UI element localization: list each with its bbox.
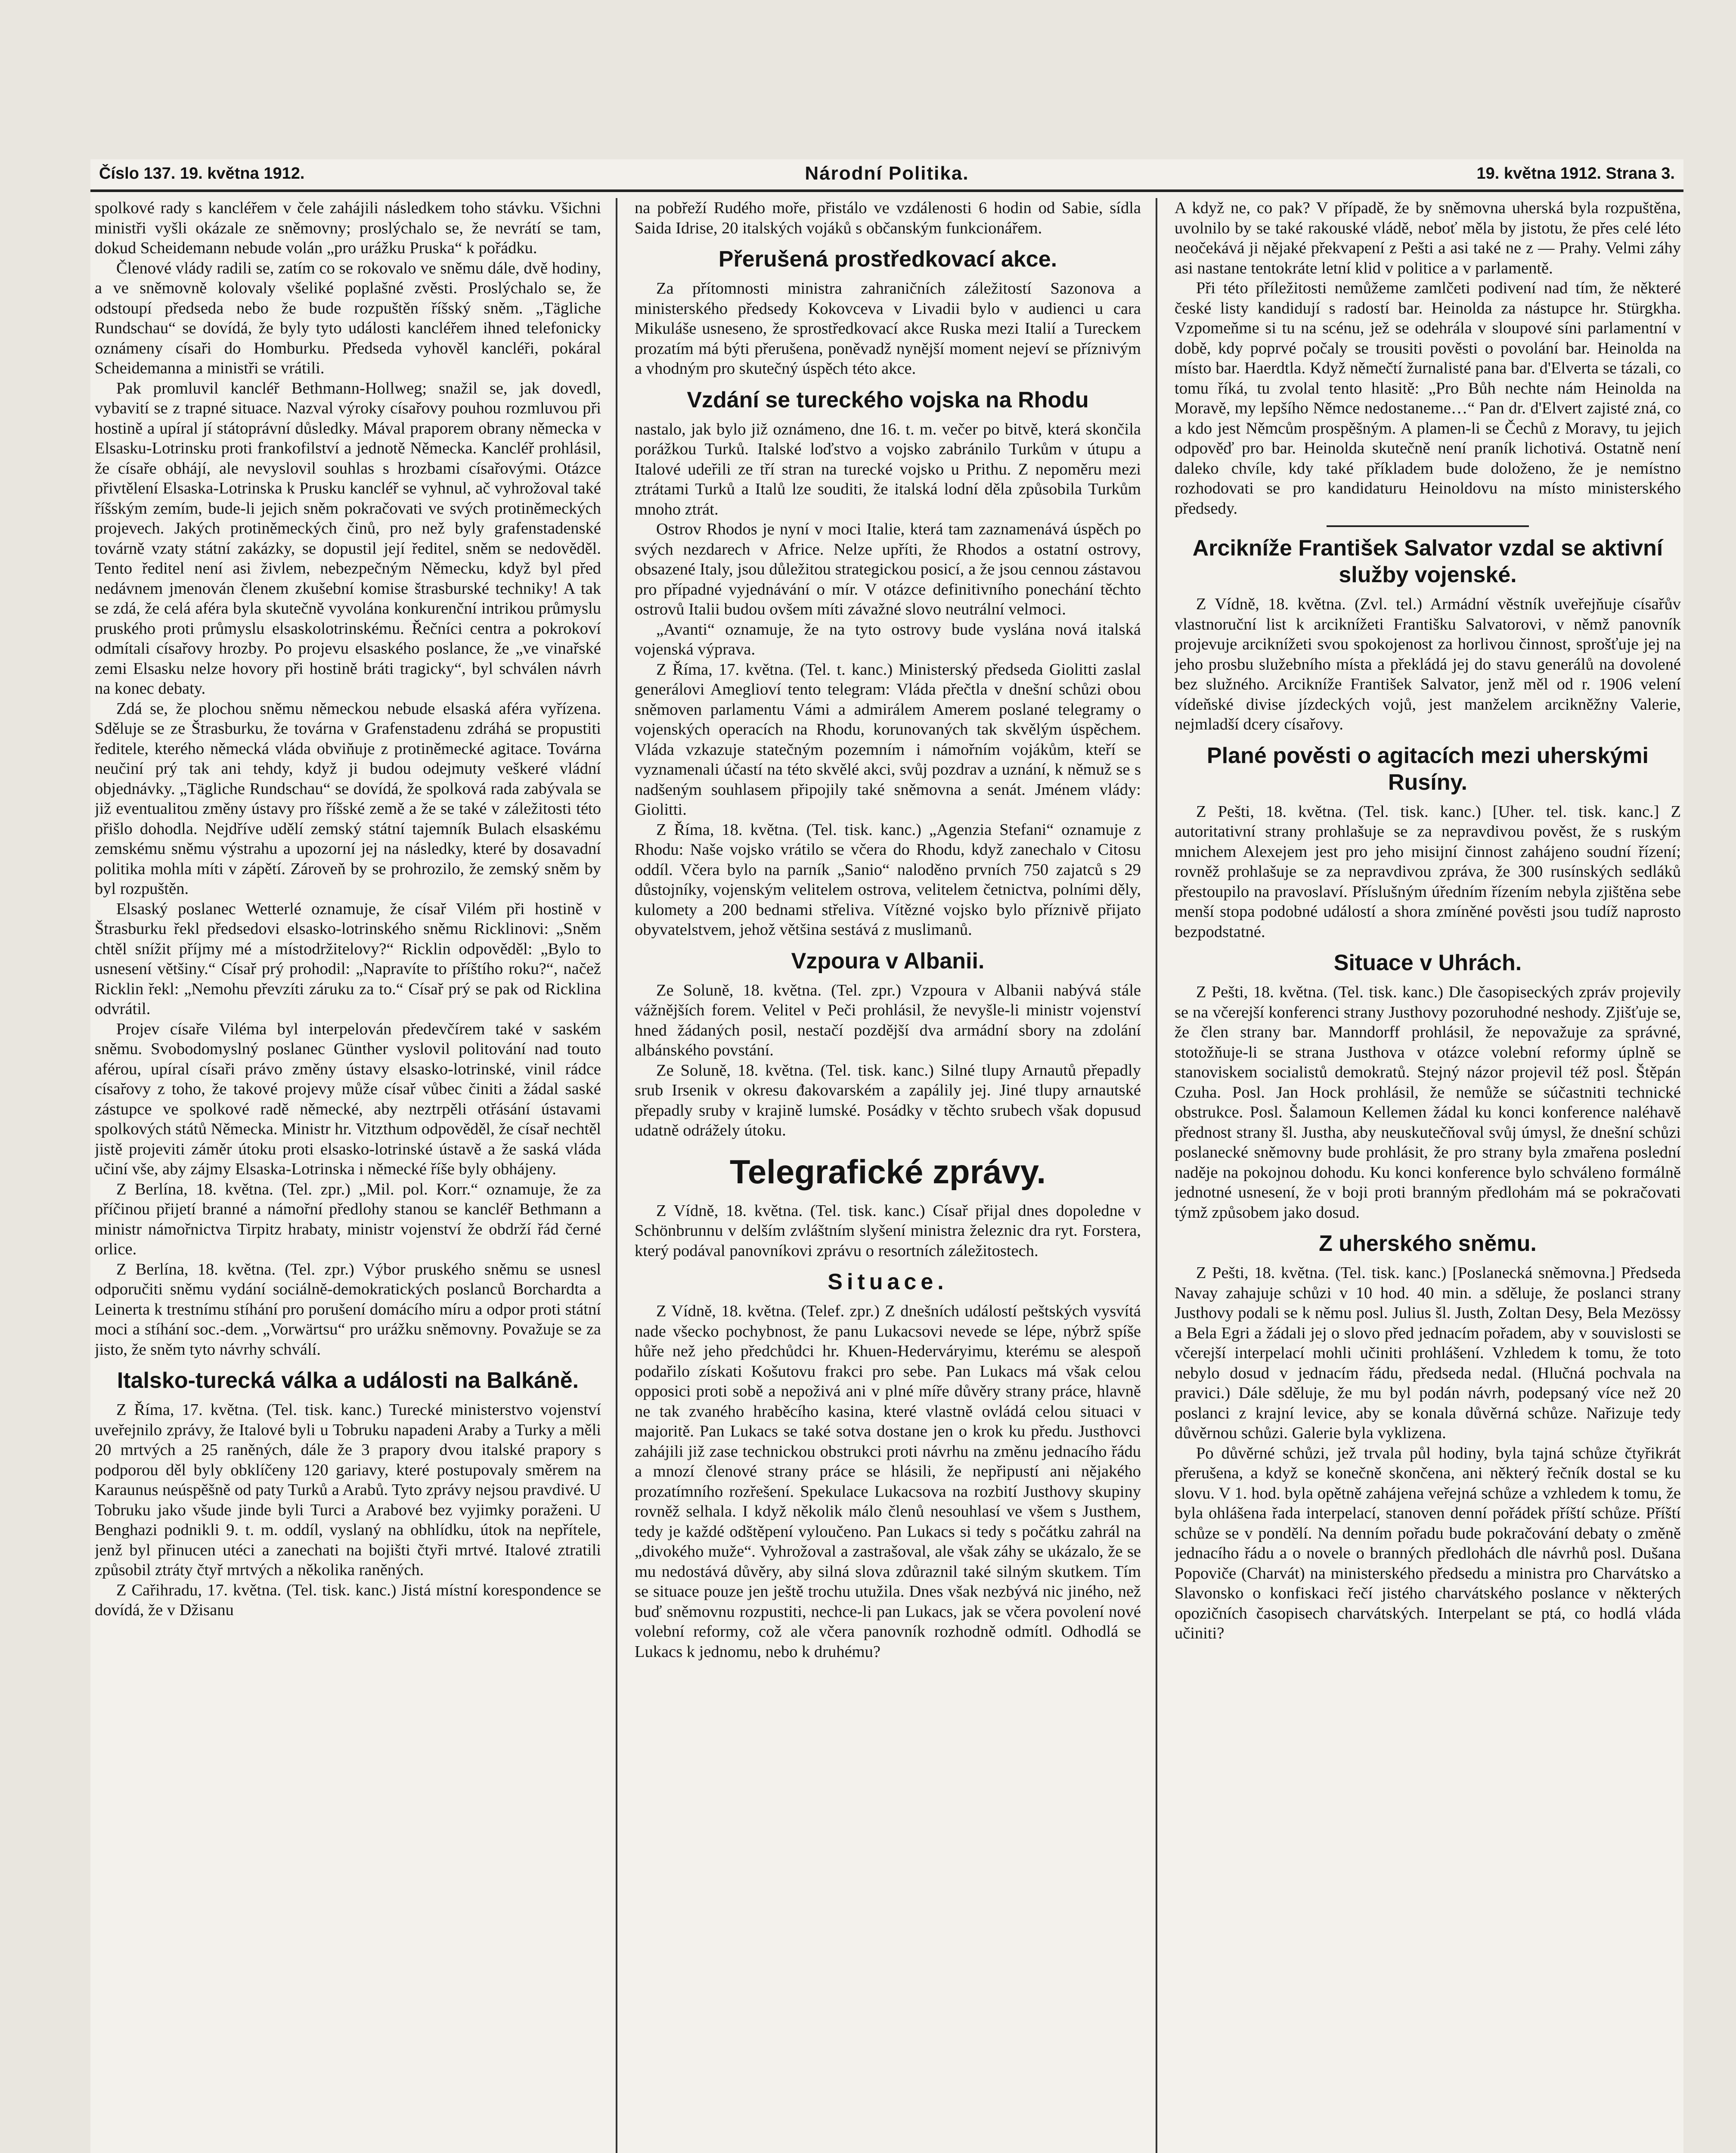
paragraph: Elsaský poslanec Wetterlé oznamuje, že císař Vilém při hostině v Štrasburku řekl předsedovi elsasko-lotrinského sněmu Ricklinovi: „Sněm chtěl snížit příjmy mé a místodržitelovy?“ Ricklin odpověděl: „Bylo to usnesení většiny.“ Císař prý prohodil: „Napravíte to příštího roku?“, načež Ricklin řekl: „Nemohu převzíti záruku za to.“ Císař prý se pak od Ricklina odvrátil. — [95, 900, 601, 1018]
section-heading: Telegrafické zprávy. — [729, 1152, 1046, 1191]
section-heading: Arcikníže František Salvator vzdal se aktivní služby vojenské. — [1192, 536, 1663, 587]
paragraph: Ostrov Rhodos je nyní v moci Italie, která tam zaznamenává úspěch po svých nezdarech v Africe. Nelze upříti, že Rhodos a ostatní ostrovy, obsazené Italy, jsou důležitou strategickou posicí, a že jsou cennou zástavou pro případné vyjednávání o mír. V otázce definitivního ponechání těchto ostrovů Italii budou ovšem míti závažné slovo neutrální velmoci. — [635, 520, 1141, 618]
paragraph: Ze Soluně, 18. května. (Tel. tisk. kanc.) Silné tlupy Arnautů přepadly srub Irsenik v okresu đakovarském a zapálily jej. Jiné tlupy arnautské přepadly sruby v krajině lumské. Posádky v těchto srubech však dopusud udatně odrážely útoku. — [635, 1061, 1141, 1139]
paragraph: Z Berlína, 18. května. (Tel. zpr.) „Mil. pol. Korr.“ oznamuje, že za příčinou přijetí branné a námořní předlohy stanou se kancléř Bethmann a ministr námořnictva Tirpitz hrabaty, ministr vojenství že obdrží řád černé orlice. — [95, 1180, 601, 1258]
column-rule — [1156, 198, 1157, 2153]
section-heading: Přerušená prostředkovací akce. — [718, 247, 1057, 272]
section-heading: Vzpoura v Albanii. — [791, 948, 985, 974]
column-rule — [616, 198, 617, 2153]
column-1 — [95, 198, 601, 2153]
paragraph: Z Říma, 18. května. (Tel. tisk. kanc.) „Agenzia Stefani“ oznamuje z Rhodu: Naše vojsko vrátilo se včera do Rhodu, když zanechalo v Citosu oddíl. Včera bylo na parník „Sanio“ naloděno prvních 750 zajatců s 29 důstojníky, vojenským velitelem ostrova, velitelem četnictva, polními děly, kulomety a 200 bednami střeliva. Vítězné vojsko bylo příznivě přijato obyvatelstvem, jehož většina sestává z muslimanů. — [635, 820, 1141, 939]
paragraph: Z Pešti, 18. května. (Tel. tisk. kanc.) [Uher. tel. tisk. kanc.] Z autoritativní strany prohlašuje se za nepravdivou pověst, že s ruským mnichem Alexejem jest pro jeho misijní činnost zahájeno soudní řízení; rovněž prohlašuje se za nepravdivou zpráva, že 300 rusínských sedláků přestoupilo na pravoslaví. Příslušným úředním řízením nebyla zjištěna sebe menší stopa podobné událostí a shora zmíněné pověsti jsou tudíž naprosto bezpodstatné. — [1175, 802, 1681, 941]
paragraph: Z Vídně, 18. května. (Zvl. tel.) Armádní věstník uveřejňuje císařův vlastnoruční list k arciknížeti Františku Salvatorovi, v němž panovník projevuje arciknížeti svou spokojenost za horlivou činnost, sprošťuje jej na jeho prosbu služebního místa a překládá jej do stavu generálů na dovolené bez služného. Arcikníže František Salvator, jenž měl od r. 1906 velení vídeňské divise jízdeckých vojů, jest manželem arcikněžny Valerie, nejmladší dcery císařovy. — [1175, 595, 1681, 733]
paragraph: nastalo, jak bylo již oznámeno, dne 16. t. m. večer po bitvě, která skončila porážkou Turků. Italské loďstvo a vojsko zabránilo Turkům v útupu a Italové udeřili ze tří stran na turecké vojsko u Prithu. Z nepoměru mezi ztrátami Turků a Italů lze souditi, že italská lodní děla způsobila Turkům mnoho ztrát. — [635, 420, 1141, 518]
paragraph: na pobřeží Rudého moře, přistálo ve vzdálenosti 6 hodin od Sabie, sídla Saida Idrise, 20 italských vojáků s občanským funkcionářem. — [635, 199, 1141, 237]
section-heading: Plané pověsti o agitacích mezi uherskými Rusíny. — [1207, 743, 1649, 795]
paragraph: Z Vídně, 18. května. (Telef. zpr.) Z dnešních událostí peštských vysvítá nade všecko pochybnost, že panu Lukacsovi nevede se lépe, nýbrž spíše hůře než jeho předchůdci hr. Khuen-Hederváryimu, kterému se alespoň podařilo získati Košutovu frakci pro sebe. Pan Lukacs má však celou opposici proti sobě a nepoživá ani v plné míře důvěry strany práce, hlavně ne tak zvaného hraběcího kasina, které vlastně ovládá celou situaci v majoritě. Pan Lukacs se také sotva dostane jen o krok ku předu. Justhovci zahájili již zase technickou obstrukci proti návrhu na změnu jednacího řádu a mnozí členové strany práce se hlásili, že nepřipustí ani nějakého prozatímního rozřešení. Spekulace Lukacsova na rozbití Justhovy skupiny rovněž selhala. I když několik málo členů nesouhlasí ve všem s Justhem, tedy je každé odštěpení vyloučeno. Pan Lukacs si tedy s počátku zahrál na „divokého muže“. Vyhrožoval a zastrašoval, ale však záhy se ukázalo, že se mu nedostává důvěry, aby silná slova zdůraznil také silným skutkem. Tím se situace pouze jen ještě trochu utužila. Dnes však nezbývá nic jiného, než buď sněmovnu rozpustiti, nechce-li pan Lukacs, jak se včera povolení nové volební reformy, což ale včera panovník rozhodně odmítl. Odhodlá se Lukacs k jednomu, nebo k druhému? — [635, 1302, 1141, 1661]
masthead: Národní Politika. — [805, 163, 969, 184]
paragraph: Z Říma, 17. května. (Tel. t. kanc.) Ministerský předseda Giolitti zaslal generálovi Ameglioví tento telegram: Vláda přečtla v dnešní schůzi obou sněmoven parlamentu Vámi a admirálem Amerem poslané telegramy o vojenských operacích na Rhodu, korunovaných tak skvělým úspěchem. Vláda vzkazuje statečným pozemním i námořním vojákům, kteří se vyznamenali účastí na této skvělé akci, svůj pozdrav a uznání, k němuž se s nadšeným souhlasem připojily také sněmovna a senát. Jménem vlády: Giolitti. — [635, 660, 1141, 819]
paragraph: A když ne, co pak? V případě, že by sněmovna uherská byla rozpuštěna, uvolnilo by se také rakouské vládě, neboť měla by jistotu, že přes celé léto neočekává ji nějaké překvapení z Pešti a asi také ne z — Prahy. Velmi záhy asi nastane tentokráte letní klid v politice a v parlamentě. — [1175, 199, 1681, 277]
date-page: 19. května 1912. Strana 3. — [1476, 164, 1675, 183]
paragraph: „Avanti“ oznamuje, že na tyto ostrovy bude vyslána nová italská vojenská výprava. — [635, 620, 1141, 658]
paragraph: Ze Soluně, 18. května. (Tel. zpr.) Vzpoura v Albanii nabývá stále vážnějších forem. Velitel v Peči prohlásil, že nevyšle-li ministr vojenství hned žádaných posil, nestačí pozdější dva armádní sbory na zdolání albánského povstání. — [635, 981, 1141, 1059]
paragraph: spolkové rady s kancléřem v čele zahájili následkem toho stávku. Všichni ministři vyšli okázale ze sněmovny; proslýchalo se, že nevrátí se tam, dokud Scheidemann nebude volán „pro urážku Pruska“ k pořádku. — [95, 199, 601, 257]
paragraph: Zdá se, že plochou sněmu německou nebude elsaská aféra vyřízena. Sděluje se ze Štrasburku, že továrna v Grafenstadenu zdráhá se propustiti ředitele, kterého německá vláda obviňuje z protiněmecké agitace. Továrna neučiní prý tak ani tehdy, když ji budou odejmuty veškeré vládní objednávky. „Tägliche Rundschau“ se dovídá, že spolková rada zabývala se již eventualitou změny ústavy pro říšské země a že se také v záležitosti této přišlo dohodla. Nejdříve udělí zemský státní tajemník Bulach elsaskému zemskému sněmu výstrahu a upozorní jej na následky, které by dosavadní politika mohla míti v zápětí. Zároveň by se prohrozilo, že zemský sněm by byl rozpuštěn. — [95, 699, 601, 898]
section-heading: Z uherského sněmu. — [1319, 1231, 1537, 1256]
section-heading: Situace v Uhrách. — [1333, 950, 1522, 975]
paragraph: Z Berlína, 18. května. (Tel. zpr.) Výbor pruského sněmu se usnesl odporučiti sněmu vydání sociálně-demokratických poslanců Borchardta a Leinerta k trestnímu stíhání pro porušení domácího míru a odpor proti státní moci a stíhání soc.-dem. „Vorwärtsu“ pro urážku sněmovny. Považuje se za jisto, že sněm tyto návrhy schválí. — [95, 1260, 601, 1359]
column-3 — [1175, 198, 1681, 2153]
paragraph: Pak promluvil kancléř Bethmann-Hollweg; snažil se, jak dovedl, vybavití se z trapné situace. Nazval výroky císařovy pouhou rozmluvou při hostině a upíral jí státoprávní důsledky. Mával praporem obrany německa v Elsasku-Lotrinsku proti frankofilství a jednotě Německa. Kancléř prohlásil, že císaře obhájí, ale nevyslovil souhlas s hrozbami císařovými. Otázce přivtělení Elsaska-Lotrinska k Prusku kancléř se vyhnul, ač vyhrožoval také říšským zemím, bude-li jejich sněm pokračovati ve svých protiněmeckých projevech. Jakých protiněmeckých činů, pro než byly grafenstadenské továrně vzaty státní zakázky, se dopustil její ředitel, sněm se nedověděl. Tento ředitel není asi živlem, nebezpečným Německu, když byl před nedávnem jmenován členem zkušební komise štrasburské techniky! A tak se zdá, že celá aféra byla skutečně vyvolána konkurenční intrikou průmyslu pruského proti průmyslu elsaskolotrinskému. Řečníci centra a pokrokoví odmítali císařovy hrozby. Po projevu elsaského poslance, že „ve vinařské zemi Elsasku nelze hovory při hostině bráti tragicky“, byl schválen návrh na konec debaty. — [95, 379, 601, 698]
paragraph: Z Říma, 17. května. (Tel. tisk. kanc.) Turecké ministerstvo vojenství uveřejnilo zprávy, že Italové byli u Tobruku napadeni Araby a Turky a měli 20 mrtvých a 25 raněných, dále že 3 prapory dvou italské prapory s podporou děl byly obklíčeny 120 gariavy, které postupovaly směrem na Karaunus neúspěšně od paty Turků a Arabů. Tyto zprávy nejsou pravdivé. U Tobruku jako všude jinde byli Turci a Arabové bez vyjimky poraženi. U Benghazi podnikli 9. t. m. oddíl, vyslaný na obhlídku, útok na nepřítele, jenž byl přinucen utéci a zanechati na bojišti čtyři mrtvé. Italové ztratili způsobil ztráty čtyř mrtvých a několika raněných. — [95, 1401, 601, 1579]
newspaper-page — [90, 159, 1683, 2153]
paragraph: Po důvěrné schůzi, jež trvala půl hodiny, byla tajná schůze čtyřikrát přerušena, a když se konečně skončena, ani některý řečník dostal se ku slovu. V 1. hod. byla opětně zahájena veřejná schůze a vzhledem k tomu, že byla ohlášena řada interpelací, stanoven denní pořádek příští schůze. Příští schůze se v pondělí. Na denním pořadu bude pokračování debaty o změně jednacího řádu a o novele o branných předlohách dle návrhů posl. Dušana Popoviče (Charvát) na ministerského předsedu a ministra pro Charvátsko a Slavonsko o konfiskaci řečí jistého charvátského poslance v některých opozičních časopisech charvátských. Interpelant se ptá, co hodlá vláda učiniti? — [1175, 1444, 1681, 1642]
section-heading: Italsko-turecká válka a události na Balkáně. — [117, 1368, 579, 1393]
paragraph: Z Pešti, 18. května. (Tel. tisk. kanc.) [Poslanecká sněmovna.] Předseda Navay zahajuje schůzi v 10 hod. 40 min. a sděluje, že poslanci strany Justhovy podali se k němu posl. Julius šl. Justh, Zoltan Desy, Bela Mezössy a Bela Egri a žádali jej o slovo před jednacím pořadem, aby v souvislosti se včerejší interpelací mohli učiniti prohlášení. Vzhledem k tomu, že toto nebylo dosud v jednacím řádu, předseda nedal. (Hlučná pochvala na pravici.) Dále sděluje, že mu byl podán návrh, podepsaný více než 20 poslanci z krajní levice, aby se konala důvěrná schůze. Nařizuje tedy důvěrnou schůzi. Galerie byla vyklizena. — [1175, 1264, 1681, 1442]
paragraph: Projev císaře Viléma byl interpelován předevčírem také v saském sněmu. Svobodomyslný poslanec Günther vyslovil politování nad touto aférou, upíral císaři právo změny ústavy elsasko-lotrinské, vinil rádce císařovy z toho, že takové projevy může císař vůbec činiti a žádal saské zástupce ve spolkové radě německé, aby neztrpěli otřásání ústavami spolkových států Německa. Ministr hr. Vitzthum odpověděl, že císař nechtěl jistě projeviti záměr útoku proti elsasko-lotrinské ústavě a že saská vláda učiní vše, aby zájmy Elsaska-Lotrinska i německé říše byly obhájeny. — [95, 1020, 601, 1178]
section-divider — [1327, 525, 1529, 527]
paragraph: Z Pešti, 18. května. (Tel. tisk. kanc.) Dle časopiseckých zpráv projevily se na včerejší konferenci strany Justhovy pozoruhodné neshody. Zjišťuje se, že člen strany bar. Manndorff prohlásil, že nepovažuje za správné, stotožňuje-li se strana Justhova v otázce volební reformy úplně se stanoviskem socialistů demokratů. Stejný názor projevil též posl. Štěpán Czuha. Posl. Jan Hock prohlásil, že nemůže se súčastniti technické obstrukce. Posl. Šalamoun Kellemen žádal ku konci konference naléhavě přednost strany šl. Justha, aby neuskutečňoval svůj úmysl, že dnešní schůzi poslanecké sněmovny bude prohlásit, že pro strany byla zmařena poslední naděje na pokojnou dohodu. Ku konci konference bylo schváleno formálně jednotné usnesení, že v boji proti branným předlohám má se pokračovati týmž způsobem jako dosud. — [1175, 983, 1681, 1222]
paragraph: Z Cařihradu, 17. května. (Tel. tisk. kanc.) Jistá místní korespondence se dovídá, že v Džisanu — [95, 1581, 601, 1619]
section-heading: Situace. — [828, 1269, 948, 1294]
page-header — [90, 159, 1683, 192]
paragraph: Za přítomnosti ministra zahraničních záležitostí Sazonova a ministerského předsedy Kokovceva v Livadii bylo v audienci u cara Mikuláše usneseno, že sprostředkovací akce Ruska mezi Italií a Tureckem prozatím má býti přerušena, poněvadž nynější moment nejeví se příznivým a vhodným pro skutečný úspěch této akce. — [635, 279, 1141, 378]
section-heading: Vzdání se tureckého vojska na Rhodu — [687, 387, 1089, 413]
paragraph: Z Vídně, 18. května. (Tel. tisk. kanc.) Císař přijal dnes dopoledne v Schönbrunnu v delším zvláštním slyšení ministra železnic dra ryt. Forstera, který podával panovníkovi zprávu o resortních záležitostech. — [635, 1201, 1141, 1260]
column-2 — [635, 198, 1141, 2153]
paragraph: Při této příležitosti nemůžeme zamlčeti podivení nad tím, že některé české listy kandidují s radostí bar. Heinolda za nástupce hr. Stürgkha. Vzpomeňme si tu na scénu, jež se odehrála v sloupové síni parlamentní v době, kdy poprvé počaly se trousiti pověsti o povolání bar. Heinolda na místo bar. Haerdtla. Když němečtí žurnalisté pana bar. d'Elverta se tázali, co tomu říká, tu zvolal tento hlasitě: „Pro Bůh nechte nám Heinolda na Moravě, my lepšího Němce nedostaneme…“ Pan dr. d'Elvert zajisté zná, co a kdo jest Němcům prospěšným. A plamen-li se Čechů z Moravy, tu jejich odpověď pro bar. Heinolda skutečně není praník lichotivá. Ostatně není daleko chvíle, kdy také příkladem bude doloženo, že je nemístno rozhodovati se pro kandidaturu Heinoldovu na místo ministerského předsedy. — [1175, 279, 1681, 518]
issue-info: Číslo 137. 19. května 1912. — [99, 164, 305, 183]
paragraph: Členové vlády radili se, zatím co se rokovalo ve sněmu dále, dvě hodiny, a ve sněmovně kolovaly všeliké poplašné zvěsti. Proslýchalo se, že odstoupí předseda nebo že bude rozpuštěn říšský sněm. „Tägliche Rundschau“ se dovídá, že byly tyto události kancléřem ihned telefonicky oznámeny císaři do Homburku. Předseda vyhověl kancléři, pokáral Scheidemanna a ministři se vrátili. — [95, 259, 601, 377]
